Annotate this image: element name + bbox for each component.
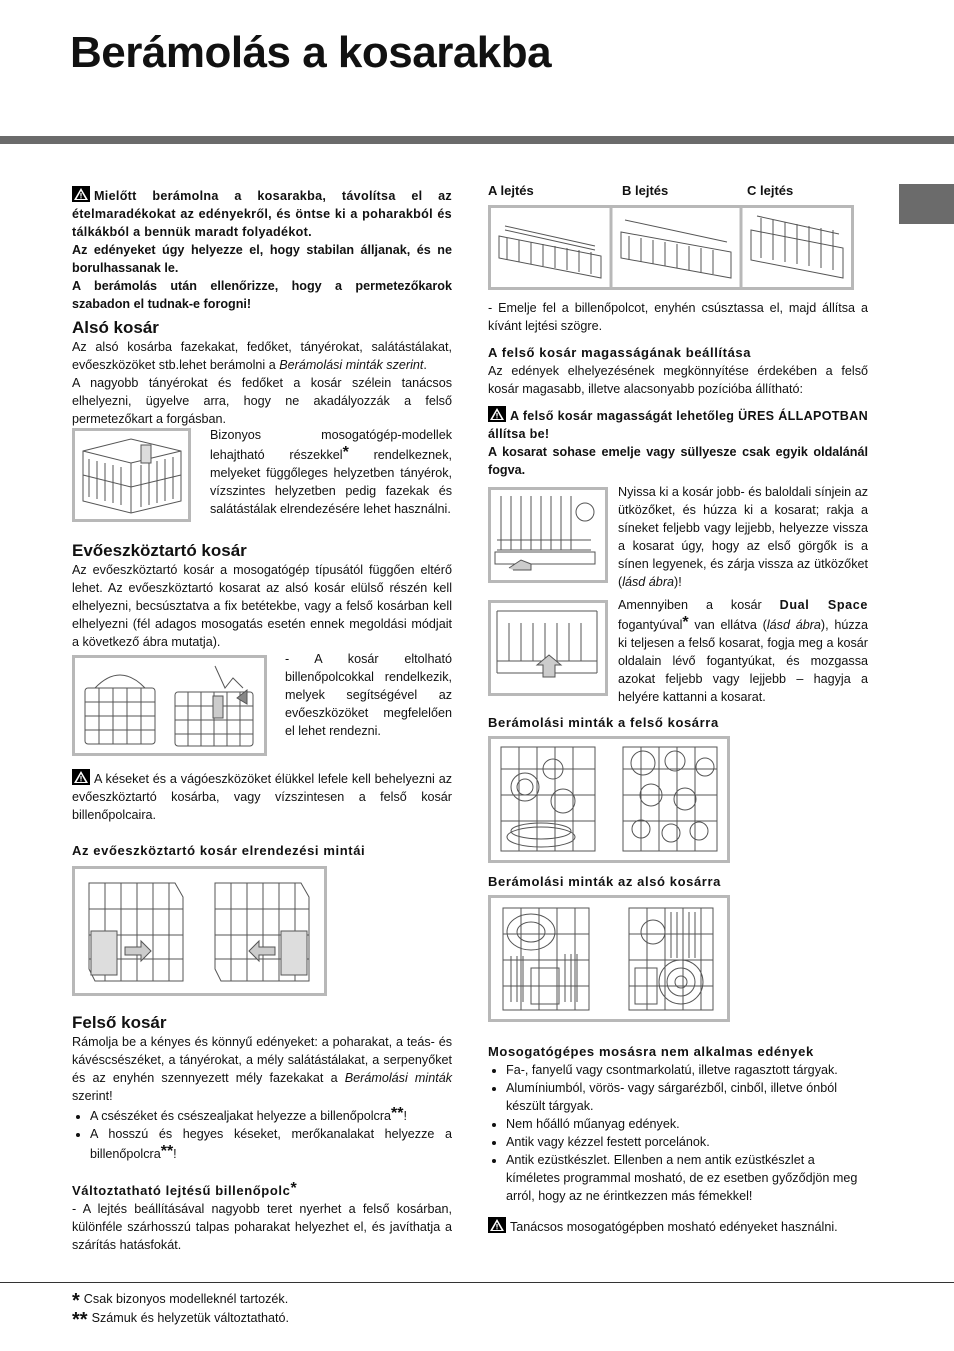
height-warning-1: A felső kosár magasságát lehetőleg ÜRES ÁLLAPOTBAN állítsa be! [488, 409, 868, 441]
intro-block [72, 186, 452, 313]
page-title: Berámolás a kosarakba [70, 28, 552, 77]
warning-triangle-icon [488, 406, 506, 422]
tilt-illustration [491, 208, 851, 287]
lower-pattern-illustration [491, 898, 727, 1019]
list-item: • A csészéket és csészealjakat helyezze a billenőpolcra**! [90, 1105, 452, 1125]
cutlery-layouts-illustration [75, 869, 324, 993]
list-item: • Fa-, fanyelű vagy csontmarkolatú, illetve ragasztott tárgyak. [506, 1061, 868, 1079]
intro-text-2: Az edényeket úgy helyezze el, hogy stabilan álljanak, és ne borulhassanak le. [72, 243, 452, 275]
tilt-text: - Emelje fel a billenőpolcot, enyhén csúsztassa el, majd állítsa a kívánt lejtési szögre. [488, 301, 868, 333]
unsuitable-list [488, 1061, 868, 1205]
upper-basket-text-1a: Rámolja be a kényes és könnyű edényeket: a poharakat, a teás- és kávéscsészéket, a tányérokat, a mély salátástálakat, a serpenyőket és az enyhén szennyezett mély fazekakat a [72, 1035, 452, 1085]
lower-basket-text-3-star: * [342, 444, 349, 461]
cutlery-text-2: - A kosár eltolható billenőpolcokkal rendelkezik, melyek segítségével az evőeszközöket megfelelően el lehet rendezni. [285, 652, 452, 738]
height-title: A felső kosár magasságának beállítása [488, 345, 752, 360]
footer-rule [0, 1282, 954, 1283]
cutlery-title: Evőeszköztartó kosár [72, 541, 247, 560]
cutlery-layouts-title: Az evőeszköztartó kosár elrendezési mintái [72, 843, 366, 858]
height-text-2c: )! [674, 575, 682, 589]
list-item: • Antik ezüstkészlet. Ellenben a nem antik ezüstkészlet a kíméletes programmal mosható, de ez esetben győződjön meg arról, hogy az ne érintkezzen más fémekkel! [506, 1151, 868, 1205]
lower-basket-text-1c: . [423, 358, 427, 372]
footnote-2: ** Számuk és helyzetük változtatható. [72, 1309, 289, 1331]
list-item: • Antik vagy kézzel festett porcelánok. [506, 1133, 868, 1151]
cutlery-basket-figure [72, 655, 267, 756]
foldable-rack-text [210, 426, 452, 518]
lower-basket-text-1b: Berámolási minták szerint [279, 358, 424, 372]
cutlery-basket-illustration [75, 658, 264, 753]
dual-space-text-block [618, 596, 868, 706]
cutlery-warning-text: A késeket és a vágóeszközöket élükkel lefele kell behelyezni az evőeszköztartó kosárba, vagy vízszintesen a felső kosár billenőpolcaira. [72, 772, 452, 822]
cutlery-warning-block [72, 769, 452, 824]
lower-basket-text-2: A nagyobb tányérokat és fedőket a kosár szélein tanácsos elhelyezni, ügyelve arra, hogy ne akadályozzák a felső permetezőkart a forgásban. [72, 376, 452, 426]
upper-basket-text-1c: szerint! [72, 1089, 113, 1103]
basket-illustration [75, 431, 188, 519]
patterns-upper-figure [488, 736, 730, 863]
warning-triangle-icon [488, 1217, 506, 1233]
adjustable-title: Változtatható lejtésű billenőpolc [72, 1183, 291, 1198]
lower-basket-title: Alsó kosár [72, 318, 159, 337]
cutlery-layouts-figure [72, 866, 327, 996]
height-text-3e: lásd ábra [766, 618, 821, 632]
height-text-2b: lásd ábra [622, 575, 675, 589]
height-warning-2: A kosarat sohase emelje vagy süllyesze csak egyik oldalánál fogva. [488, 445, 868, 477]
lower-basket-text-1a: Az alsó kosárba fazekakat, fedőket, tányérokat, salátástálakat, evőeszközöket stb.lehet berámolni a [72, 340, 452, 372]
height-section [488, 344, 868, 479]
upper-basket-title: Felső kosár [72, 1013, 167, 1032]
unsuitable-title: Mosogatógépes mosásra nem alkalmas edények [488, 1044, 814, 1059]
list-item: • A hosszú és hegyes késeket, merőkanalakat helyezze a billenőpolcra**! [90, 1125, 452, 1163]
adjustable-section [72, 1180, 452, 1254]
rail-text-block [618, 483, 868, 591]
patterns-lower-figure [488, 895, 730, 1022]
list-item: • Alumíniumból, vörös- vagy sárgarézből, cinből, illetve ónból készült tárgyak. [506, 1079, 868, 1115]
patterns-lower-heading-block [488, 873, 868, 891]
rail-illustration [491, 490, 605, 580]
height-text: Az edények elhelyezésének megkönnyítése érdekében a felső kosár magasabb, illetve alacsonyabb pozícióba állítható: [488, 364, 868, 396]
patterns-upper-title: Berámolási minták a felső kosárra [488, 715, 719, 730]
warning-triangle-icon [72, 186, 90, 202]
height-text-3f: ), húzza ki teljesen a felső kosarat, fogja meg a kosár oldalain lévő fogantyúkat, és mozgassa azokat feljebb vagy lejjebb – hagyja a helyére kattanni a kosarat. [618, 618, 868, 704]
height-text-3d: van ellátva ( [688, 618, 767, 632]
upper-basket-text-1b: Berámolási minták [344, 1071, 452, 1085]
tilt-label-c: C lejtés [747, 183, 794, 198]
warning-triangle-icon [72, 769, 90, 785]
height-text-3b: Dual Space [779, 598, 868, 612]
intro-text-1: Mielőtt berámolna a kosarakba, távolítsa el az ételmaradékokat az edényekről, és öntse ki a poharakból és tálkákból a bennük maradt folyadékot. [72, 189, 452, 239]
cutlery-section [72, 541, 452, 651]
intro-text-3: A berámolás után ellenőrizze, hogy a permetezőkarok szabadon el tudnak-e forogni! [72, 279, 452, 311]
header-rule [0, 136, 954, 144]
cutlery-text-1: Az evőeszköztartó kosár a mosogatógép típusától függően eltérő lehet. Az evőeszköztartó kosarat az alsó kosár elülső részén kell elhelyezni, becsúsztatva a fix betétekbe, vagy a felső kosárban kell elhelyezni (fél adagos mosogatás esetén ennek megoldási módjait a következő ábra mutatja). [72, 563, 452, 649]
patterns-lower-title: Berámolási minták az alsó kosárra [488, 874, 721, 889]
tilt-label-b: B lejtés [622, 183, 669, 198]
upper-pattern-illustration [491, 739, 727, 860]
lower-basket-text-3b: rendelkeznek, melyeket függőleges helyzetben tányérok, vízszintes helyzetben pedig fazekak és salátástálak elrendezésére lehet használni. [210, 448, 452, 516]
lower-basket-text-3a: Bizonyos mosogatógép-modellek lehajtható részekkel [210, 428, 452, 462]
list-item: • Nem hőálló műanyag edények. [506, 1115, 868, 1133]
height-text-3-star: * [682, 614, 689, 631]
dual-space-illustration [491, 603, 605, 693]
footnote-1: * Csak bizonyos modelleknél tartozék. [72, 1290, 289, 1312]
tilt-figure [488, 205, 854, 290]
tilt-label-a: A lejtés [488, 183, 534, 198]
tilt-text-block [488, 299, 868, 335]
cutlery-text-2-block [285, 650, 452, 740]
upper-basket-list [72, 1105, 452, 1163]
dual-space-figure [488, 600, 608, 696]
unsuitable-tip: Tanácsos mosogatógépben mosható edényeket használni. [510, 1220, 838, 1234]
height-text-3a: Amennyiben a kosár [618, 598, 780, 612]
foldable-rack-figure [72, 428, 191, 522]
height-text-2a: Nyissa ki a kosár jobb- és baloldali sínjein az ütközőket, és húzza ki a kosarat; rakja a síneket feljebb vagy lejjebb, helyezze vissza a kosarat úgy, hogy az első görgők is a sínen legyenek, és zárja vissza az ütközőket ( [618, 485, 868, 589]
adjustable-title-star: * [290, 1180, 298, 1197]
lower-basket-section [72, 318, 452, 428]
rail-figure [488, 487, 608, 583]
upper-basket-section [72, 1013, 452, 1163]
height-text-3c: fogantyúval [618, 618, 683, 632]
cutlery-layouts-heading-block [72, 842, 452, 860]
adjustable-text: - A lejtés beállításával nagyobb teret nyerhet a felső kosárban, különféle szárhosszú talpas poharakat helyezhet el, és javíthatja a szárítás hatásfokát. [72, 1202, 452, 1252]
patterns-upper-heading-block [488, 714, 868, 732]
unsuitable-section [488, 1043, 868, 1236]
section-tab [899, 184, 954, 224]
